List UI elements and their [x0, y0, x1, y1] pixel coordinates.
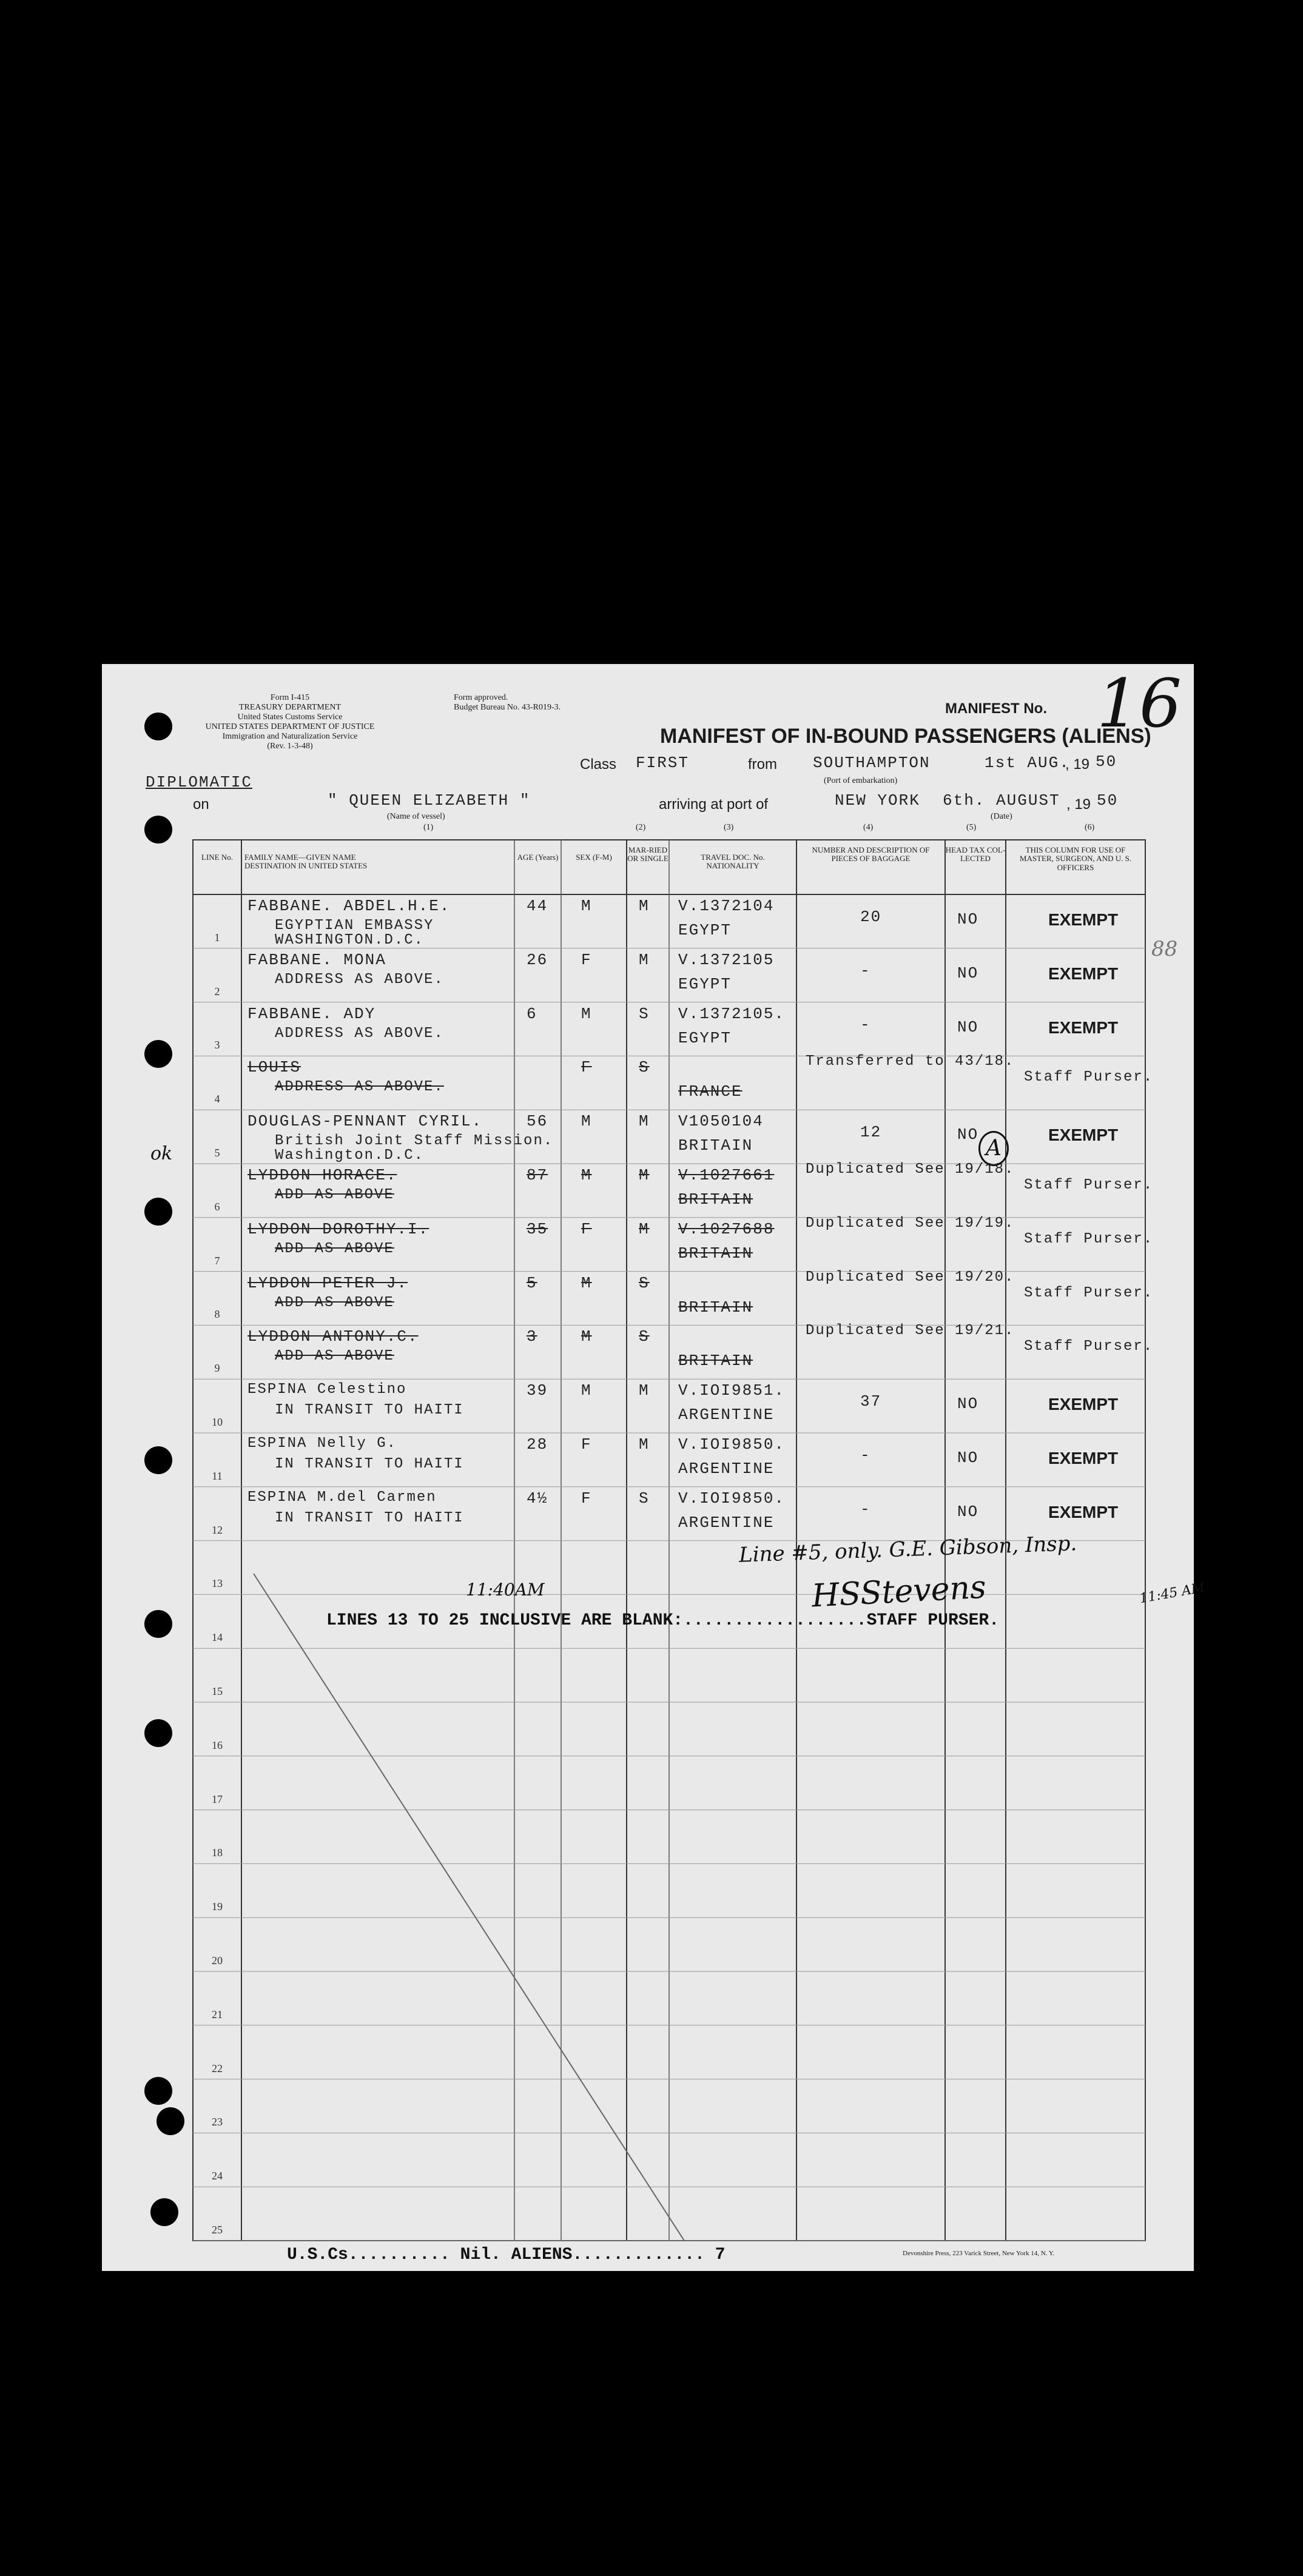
- passenger-name: FABBANE. ADY: [247, 1004, 376, 1023]
- arrival-port: NEW YORK: [835, 791, 920, 810]
- from-label: from: [748, 756, 777, 773]
- line-number: 17: [212, 1793, 223, 1805]
- passenger-age: 44: [527, 897, 548, 915]
- line-number: 14: [212, 1631, 223, 1644]
- col-header-sex: SEX (F-M): [576, 853, 612, 862]
- staff-purser-note: Staff Purser.: [1024, 1284, 1154, 1301]
- baggage-count: -: [860, 1446, 871, 1464]
- class-label: Class: [580, 756, 617, 773]
- col-header-line: LINE No.: [201, 853, 233, 862]
- travel-doc-number: V.IOI9851.: [678, 1381, 786, 1400]
- passenger-marital: M: [639, 897, 650, 915]
- passenger-age: 56: [527, 1112, 548, 1131]
- arrival-year: 50: [1097, 791, 1119, 810]
- passenger-age: 6: [527, 1004, 537, 1023]
- passenger-age: 87: [527, 1166, 548, 1184]
- line5-time: 11:45 AM: [1138, 1580, 1207, 1607]
- passenger-destination: Washington.D.C.: [275, 1147, 425, 1164]
- line-number: 19: [212, 1900, 223, 1913]
- passenger-age: 39: [527, 1381, 548, 1400]
- col-header-officers: THIS COLUMN FOR USE OF MASTER, SURGEON, AND U. S. OFFICERS: [1019, 845, 1132, 872]
- travel-doc-number: V.1372105.: [678, 1004, 786, 1023]
- manifest-no-label: MANIFEST No.: [945, 700, 1047, 717]
- line-number: 6: [214, 1200, 220, 1213]
- line-number: 11: [212, 1469, 223, 1482]
- passenger-sex: M: [581, 1327, 592, 1346]
- head-tax: NO: [957, 964, 979, 982]
- printer-imprint: Devonshire Press, 223 Varick Street, New York 14, N. Y.: [903, 2250, 1055, 2257]
- depart-year: 50: [1096, 753, 1117, 771]
- passenger-name: LYDDON ANTONY.C.: [247, 1327, 419, 1346]
- transfer-note: Transferred to 43/18.: [806, 1053, 1015, 1070]
- passenger-nationality: BRITAIN: [678, 1190, 753, 1209]
- passenger-sex: M: [581, 1004, 592, 1023]
- travel-doc-number: V.1027688: [678, 1219, 775, 1238]
- travel-doc-number: V.IOI9850.: [678, 1435, 786, 1454]
- passenger-nationality: ARGENTINE: [678, 1460, 775, 1478]
- line-number: 18: [212, 1846, 223, 1859]
- line-number: 15: [212, 1685, 223, 1697]
- passenger-destination: IN TRANSIT TO HAITI: [275, 1509, 464, 1526]
- arriving-label: arriving at port of: [659, 796, 769, 813]
- blank-lines-note: LINES 13 TO 25 INCLUSIVE ARE BLANK:..................STAFF PURSER.: [326, 1611, 999, 1630]
- line-number: 12: [212, 1523, 223, 1536]
- passenger-nationality: EGYPT: [678, 921, 732, 939]
- passenger-destination: IN TRANSIT TO HAITI: [275, 1456, 464, 1472]
- officer-note: EXEMPT: [1048, 910, 1119, 929]
- passenger-destination: British Joint Staff Mission.: [275, 1133, 554, 1150]
- form-approval: Form approved. Budget Bureau No. 43-R019-3.: [454, 693, 561, 713]
- passenger-marital: M: [639, 1112, 650, 1131]
- line-number: 9: [214, 1362, 220, 1375]
- passenger-marital: M: [639, 1435, 650, 1454]
- passenger-sex: F: [581, 1058, 592, 1077]
- passenger-marital: M: [639, 1381, 650, 1400]
- passenger-age: 4½: [527, 1489, 548, 1508]
- passenger-nationality: BRITAIN: [678, 1244, 753, 1263]
- depart-year-prefix: , 19: [1065, 756, 1090, 773]
- passenger-marital: M: [639, 950, 650, 969]
- staff-purser-note: Staff Purser.: [1024, 1230, 1154, 1247]
- travel-doc-number: V1050104: [678, 1112, 764, 1131]
- line-number: 2: [214, 985, 220, 998]
- travel-doc-number: V.1372104: [678, 897, 775, 915]
- passenger-sex: F: [581, 1489, 592, 1508]
- col-num: (2): [636, 823, 646, 832]
- transfer-note: Duplicated See 19/19.: [806, 1215, 1015, 1232]
- passenger-sex: F: [581, 1435, 592, 1454]
- passenger-destination: ADDRESS AS ABOVE.: [275, 1025, 444, 1042]
- col-num: (5): [966, 823, 977, 832]
- passenger-destination: EGYPTIAN EMBASSY: [275, 917, 434, 934]
- passenger-destination: WASHINGTON.D.C.: [275, 932, 425, 948]
- vessel-note: (Name of vessel): [387, 812, 445, 821]
- col-num: (3): [724, 823, 734, 832]
- date-note: (Date): [991, 812, 1012, 821]
- passenger-nationality: EGYPT: [678, 974, 732, 993]
- head-tax: NO: [957, 1395, 979, 1414]
- passenger-nationality: ARGENTINE: [678, 1406, 775, 1424]
- passenger-name: FABBANE. MONA: [247, 950, 386, 969]
- officer-note: EXEMPT: [1048, 964, 1119, 983]
- baggage-count: -: [860, 1015, 871, 1034]
- vessel-name: " QUEEN ELIZABETH ": [328, 791, 531, 810]
- passenger-destination: ADD AS ABOVE: [275, 1348, 394, 1365]
- travel-doc-number: V.1372105: [678, 950, 775, 969]
- arrival-year-prefix: , 19: [1066, 796, 1091, 813]
- line-number: 8: [214, 1308, 220, 1321]
- uscs-aliens-total: U.S.Cs.......... Nil. ALIENS............. 7: [287, 2246, 726, 2264]
- travel-doc-number: V.IOI9850.: [678, 1489, 786, 1508]
- staff-purser-note: Staff Purser.: [1024, 1069, 1154, 1086]
- passenger-name: LYDDON HORACE.: [247, 1166, 397, 1184]
- passenger-name: ESPINA Nelly G.: [247, 1435, 397, 1452]
- on-label: on: [193, 796, 209, 813]
- head-tax: NO: [957, 1502, 979, 1521]
- passenger-marital: M: [639, 1166, 650, 1184]
- head-tax: NO: [957, 1125, 979, 1144]
- transfer-note: Duplicated See 19/20.: [806, 1269, 1015, 1286]
- line5-note: Line #5, only. G.E. Gibson, Insp.: [738, 1531, 1077, 1568]
- passenger-nationality: EGYPT: [678, 1028, 732, 1047]
- staff-purser-note: Staff Purser.: [1024, 1338, 1154, 1355]
- line-number: 13: [212, 1577, 223, 1590]
- port-embark-note: (Port of embarkation): [824, 776, 898, 785]
- line-number: 20: [212, 1954, 223, 1967]
- officer-note: EXEMPT: [1048, 1125, 1119, 1145]
- baggage-count: 20: [860, 908, 882, 926]
- circle-a: A: [978, 1131, 1009, 1166]
- signature-time: 11:40AM: [466, 1580, 545, 1600]
- passenger-marital: S: [639, 1327, 650, 1346]
- passenger-nationality: BRITAIN: [678, 1136, 753, 1155]
- passenger-age: 3: [527, 1327, 537, 1346]
- passenger-age: 5: [527, 1273, 537, 1292]
- passenger-destination: ADDRESS AS ABOVE.: [275, 971, 444, 988]
- embark-port: SOUTHAMPTON: [813, 754, 931, 772]
- signature: HSStevens: [810, 1569, 988, 1615]
- passenger-sex: M: [581, 897, 592, 915]
- passenger-marital: S: [639, 1273, 650, 1292]
- form-header-left: Form I-415 TREASURY DEPARTMENT United States Customs Service UNITED STATES DEPARTMENT OF JUSTICE Immigration and Naturalization Service (Rev. 1-3-48): [205, 693, 375, 751]
- passenger-name: ESPINA M.del Carmen: [247, 1489, 437, 1506]
- line-number: 23: [212, 2116, 223, 2128]
- passenger-marital: S: [639, 1489, 650, 1508]
- col-num: (4): [863, 823, 874, 832]
- passenger-nationality: FRANCE: [678, 1082, 742, 1101]
- passenger-destination: ADD AS ABOVE: [275, 1240, 394, 1257]
- line-number: 21: [212, 2008, 223, 2021]
- travel-doc-number: V.1027661: [678, 1166, 775, 1184]
- arrival-date: 6th. AUGUST: [943, 791, 1060, 810]
- baggage-count: 37: [860, 1392, 882, 1411]
- col-header-travel: TRAVEL DOC. No. NATIONALITY: [701, 853, 765, 871]
- passenger-age: 35: [527, 1219, 548, 1238]
- line-number: 25: [212, 2224, 223, 2236]
- passenger-destination: ADD AS ABOVE: [275, 1187, 394, 1203]
- officer-note: EXEMPT: [1048, 1502, 1119, 1521]
- col-header-baggage: NUMBER AND DESCRIPTION OF PIECES OF BAGGAGE: [812, 845, 930, 864]
- side-ok: ok: [150, 1143, 173, 1164]
- transfer-note: Duplicated See 19/21.: [806, 1323, 1015, 1340]
- passenger-marital: S: [639, 1058, 650, 1077]
- passenger-name: ESPINA Celestino: [247, 1381, 407, 1398]
- passenger-name: LYDDON PETER J.: [247, 1273, 408, 1292]
- col-num: (6): [1085, 823, 1095, 832]
- passenger-sex: M: [581, 1273, 592, 1292]
- depart-date: 1st AUG.: [985, 754, 1070, 772]
- margin-88: 88: [1151, 937, 1178, 961]
- passenger-destination: ADD AS ABOVE: [275, 1294, 394, 1311]
- passenger-marital: S: [639, 1004, 650, 1023]
- passenger-sex: M: [581, 1112, 592, 1131]
- passenger-name: FABBANE. ABDEL.H.E.: [247, 897, 451, 915]
- line-number: 4: [214, 1093, 220, 1105]
- officer-note: EXEMPT: [1048, 1395, 1119, 1414]
- baggage-count: 12: [860, 1123, 882, 1142]
- col-header-name: FAMILY NAME—GIVEN NAME DESTINATION IN UNITED STATES: [244, 853, 368, 871]
- passenger-sex: M: [581, 1166, 592, 1184]
- head-tax: NO: [957, 910, 979, 928]
- line-number: 22: [212, 2062, 223, 2075]
- line-number: 7: [214, 1254, 220, 1267]
- head-tax: NO: [957, 1449, 979, 1467]
- passenger-nationality: BRITAIN: [678, 1352, 753, 1370]
- passenger-sex: M: [581, 1381, 592, 1400]
- manifest-number: 16: [1097, 665, 1182, 742]
- line-number: 24: [212, 2170, 223, 2182]
- passenger-destination: IN TRANSIT TO HAITI: [275, 1402, 464, 1419]
- staff-purser-note: Staff Purser.: [1024, 1177, 1154, 1193]
- passenger-age: 26: [527, 950, 548, 969]
- col-header-headtax: HEAD TAX COL-LECTED: [945, 845, 1006, 864]
- officer-note: EXEMPT: [1048, 1449, 1119, 1467]
- passenger-sex: F: [581, 1219, 592, 1238]
- head-tax: NO: [957, 1018, 979, 1036]
- class-value: FIRST: [636, 754, 690, 772]
- col-num: (1): [423, 823, 434, 832]
- line-number: 10: [212, 1416, 223, 1428]
- passenger-nationality: ARGENTINE: [678, 1513, 775, 1532]
- col-header-married: MAR-RIED OR SINGLE: [627, 845, 668, 864]
- line-number: 16: [212, 1739, 223, 1751]
- col-header-age: AGE (Years): [517, 853, 559, 862]
- line-number: 5: [214, 1147, 220, 1159]
- passenger-name: LYDDON DOROTHY.I.: [247, 1219, 429, 1238]
- passenger-sex: F: [581, 950, 592, 969]
- manifest-page: [102, 664, 1207, 2271]
- diplomatic-stamp: DIPLOMATIC: [146, 773, 253, 791]
- passenger-nationality: BRITAIN: [678, 1298, 753, 1317]
- passenger-marital: M: [639, 1219, 650, 1238]
- manifest-title: MANIFEST OF IN-BOUND PASSENGERS (ALIENS): [660, 725, 1151, 748]
- line-number: 1: [214, 931, 220, 944]
- officer-note: EXEMPT: [1048, 1018, 1119, 1037]
- passenger-name: DOUGLAS-PENNANT CYRIL.: [247, 1112, 483, 1131]
- transfer-note: Duplicated See 19/18.: [806, 1161, 1015, 1178]
- baggage-count: -: [860, 961, 871, 980]
- passenger-name: LOUIS: [247, 1058, 301, 1077]
- line-number: 3: [214, 1039, 220, 1052]
- baggage-count: -: [860, 1500, 871, 1518]
- passenger-destination: ADDRESS AS ABOVE.: [275, 1079, 444, 1096]
- passenger-age: 28: [527, 1435, 548, 1454]
